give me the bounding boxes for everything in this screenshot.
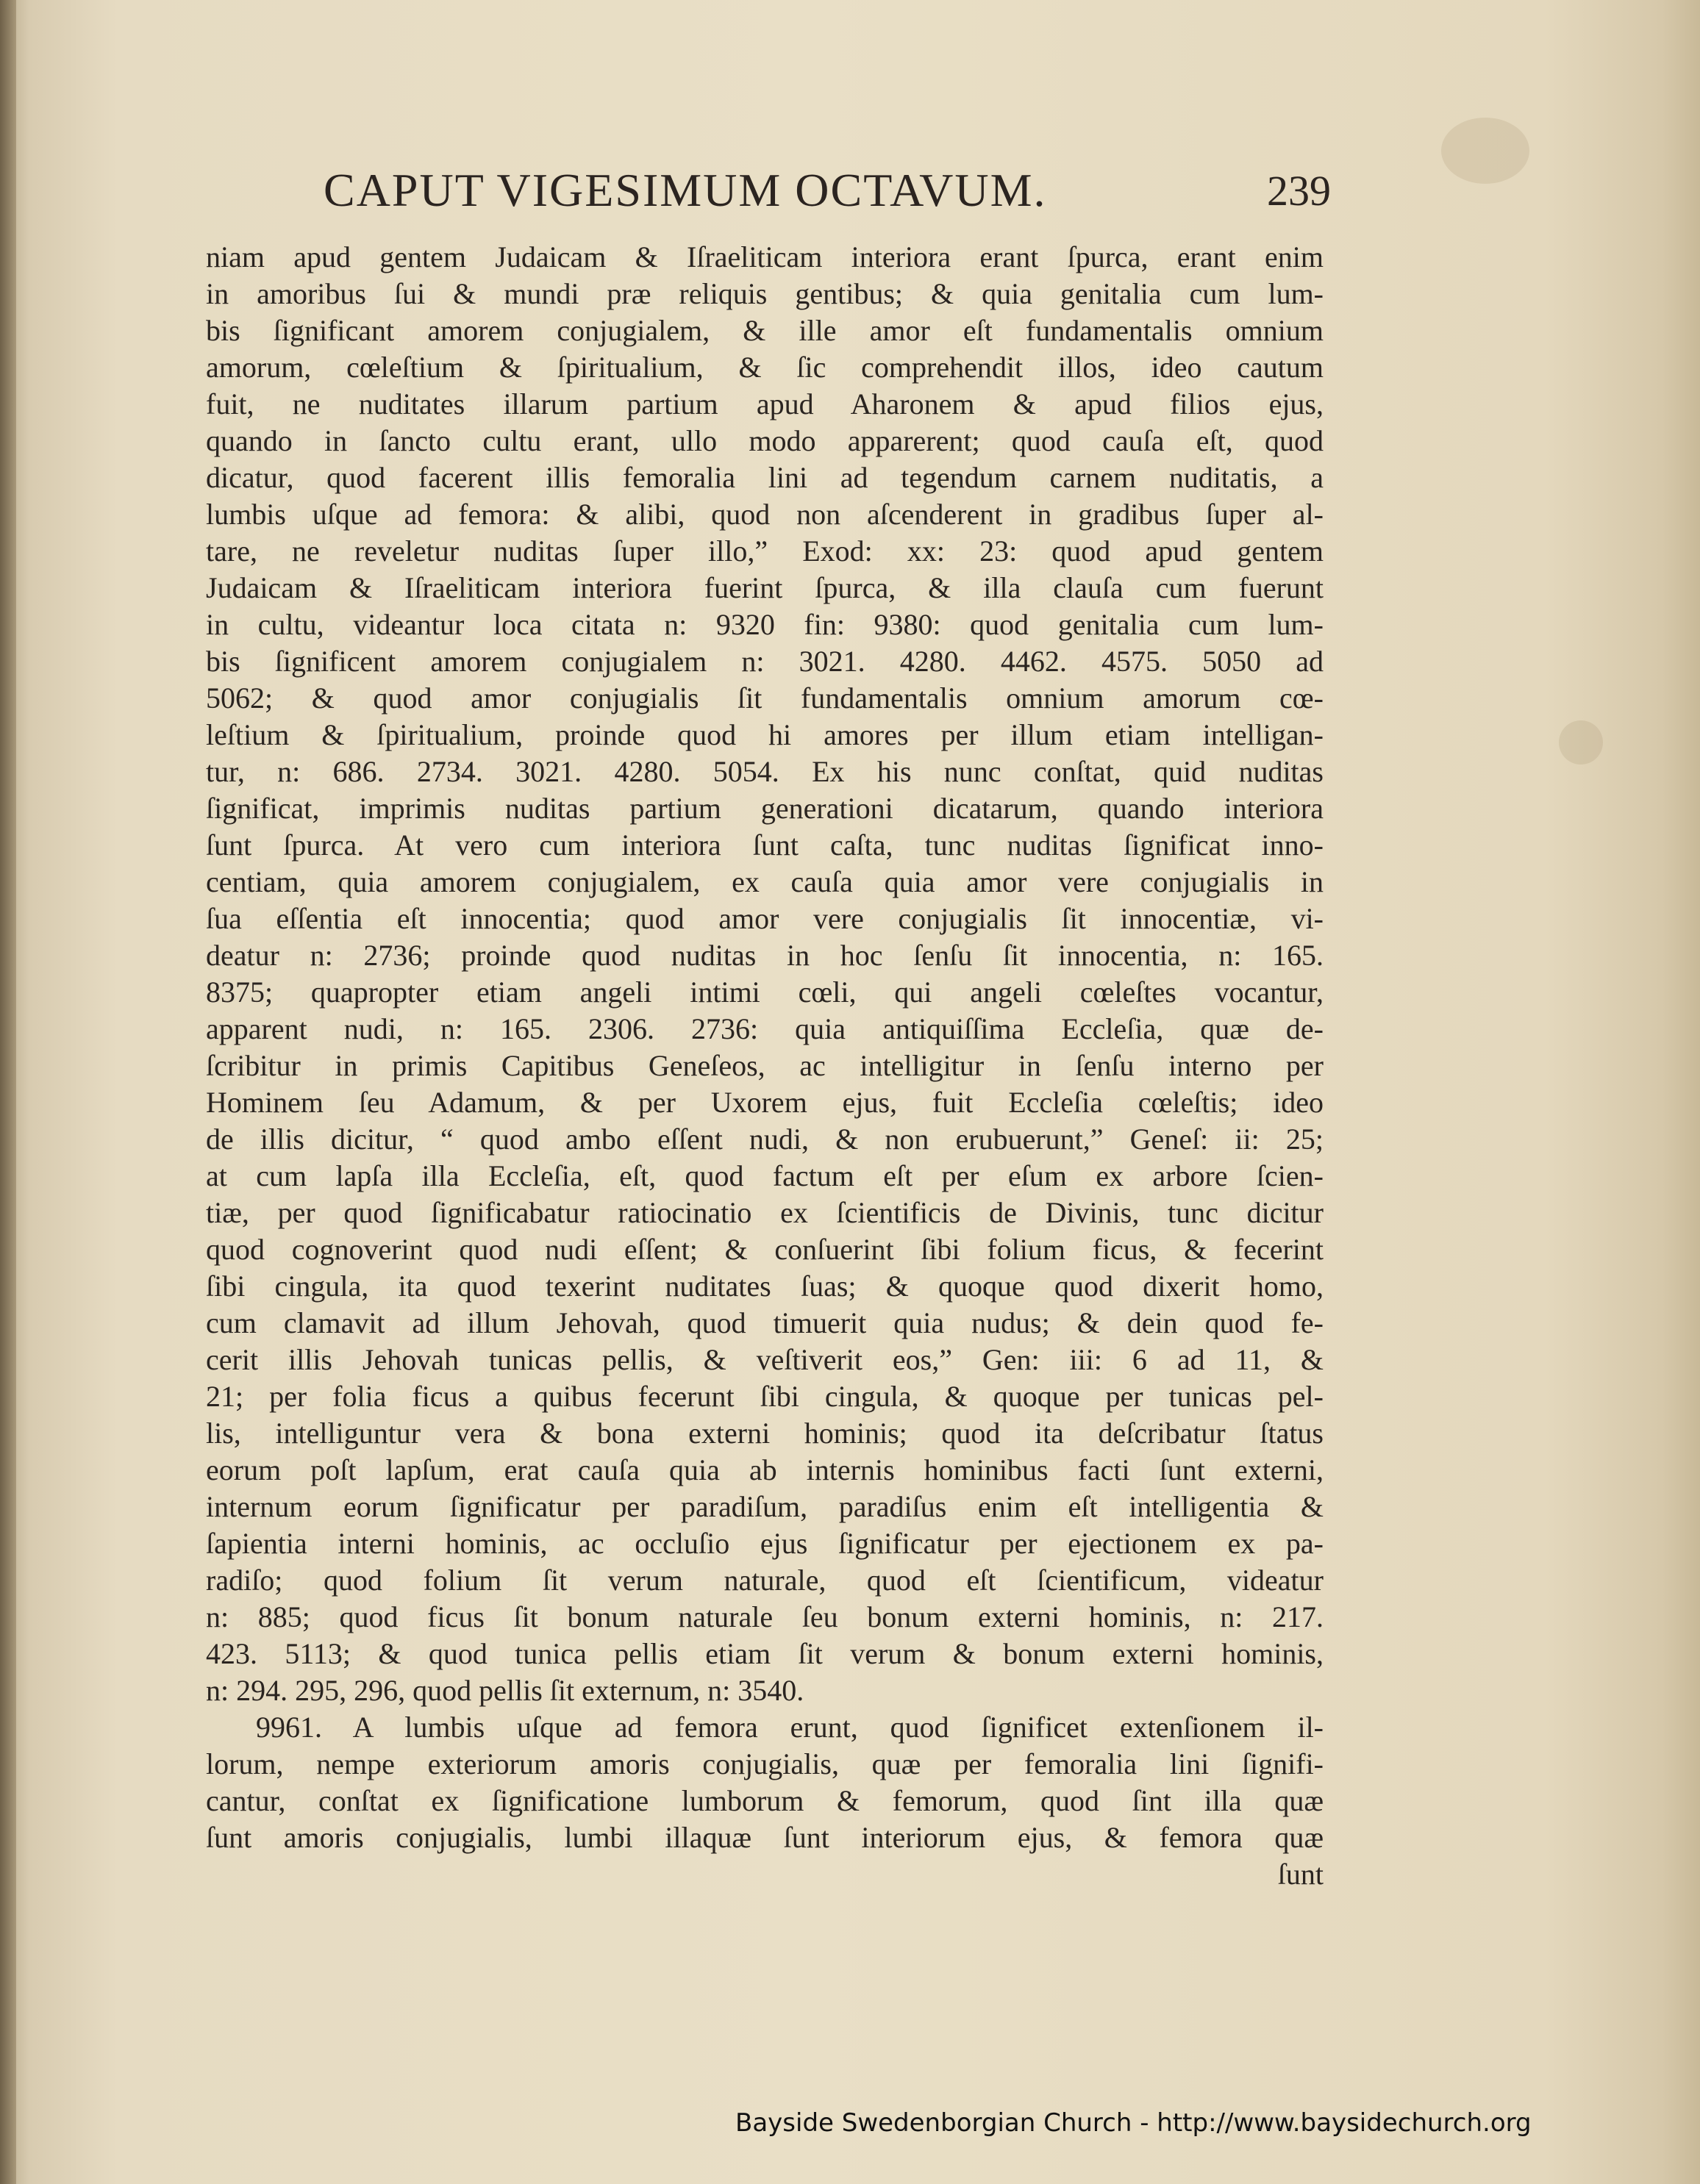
text-line: at cum lapſa illa Eccleſia, eſt, quod factum eſt per eſum ex arbore ſcien- xyxy=(206,1159,1324,1192)
text-line: ſcribitur in primis Capitibus Geneſeos, ac intelligitur in ſenſu interno per xyxy=(206,1049,1324,1082)
text-line: tur, n: 686. 2734. 3021. 4280. 5054. Ex his nunc conſtat, quid nuditas xyxy=(206,755,1324,788)
text-line: 21; per folia ficus a quibus fecerunt ſibi cingula, & quoque per tunicas pel- xyxy=(206,1380,1324,1413)
text-line: tiæ, per quod ſignificabatur ratiocinatio ex ſcientificis de Divinis, tunc dicitur xyxy=(206,1196,1324,1229)
text-line: cantur, conſtat ex ſignificatione lumborum & femorum, quod ſint illa quæ xyxy=(206,1784,1324,1817)
text-line: 423. 5113; & quod tunica pellis etiam ſit verum & bonum externi hominis, xyxy=(206,1637,1324,1670)
text-line: dicatur, quod facerent illis femoralia lini ad tegendum carnem nuditatis, a xyxy=(206,461,1324,494)
text-line: Judaicam & Iſraeliticam interiora fuerint ſpurca, & illa clauſa cum fuerunt xyxy=(206,571,1324,604)
page-number: 239 xyxy=(1267,167,1331,215)
text-line: n: 885; quod ficus ſit bonum naturale ſeu bonum externi hominis, n: 217. xyxy=(206,1600,1324,1633)
text-line: ſignificat, imprimis nuditas partium generationi dicatarum, quando interiora xyxy=(206,792,1324,825)
text-line: ſunt amoris conjugialis, lumbi illaquæ ſunt interiorum ejus, & femora quæ xyxy=(206,1821,1324,1854)
text-line: cerit illis Jehovah tunicas pellis, & veſtiverit eos,” Gen: iii: 6 ad 11, & xyxy=(206,1343,1324,1376)
text-line: niam apud gentem Judaicam & Iſraeliticam interiora erant ſpurca, erant enim xyxy=(206,240,1324,273)
text-line: quando in ſancto cultu erant, ullo modo apparerent; quod cauſa eſt, quod xyxy=(206,424,1324,457)
text-line: lumbis uſque ad femora: & alibi, quod non aſcenderent in gradibus ſuper al- xyxy=(206,498,1324,531)
text-line: lorum, nempe exteriorum amoris conjugialis, quæ per femoralia lini ſignifi- xyxy=(206,1747,1324,1780)
text-line: apparent nudi, n: 165. 2306. 2736: quia antiquiſſima Eccleſia, quæ de- xyxy=(206,1012,1324,1045)
page-gutter-shadow xyxy=(0,0,16,2184)
text-line: bis ſignificant amorem conjugialem, & ille amor eſt fundamentalis omnium xyxy=(206,314,1324,347)
paragraph-start-line: 9961. A lumbis uſque ad femora erunt, quod ſignificet extenſionem il- xyxy=(256,1711,1324,1744)
text-line: in cultu, videantur loca citata n: 9320 fin: 9380: quod genitalia cum lum- xyxy=(206,608,1324,641)
text-line: 5062; & quod amor conjugialis ſit fundamentalis omnium amorum cœ- xyxy=(206,681,1324,715)
text-line: ſua eſſentia eſt innocentia; quod amor vere conjugialis ſit innocentiæ, vi- xyxy=(206,902,1324,935)
paper-stain xyxy=(1441,118,1529,184)
page-header xyxy=(324,163,1331,222)
text-line: tare, ne reveletur nuditas ſuper illo,” Exod: xx: 23: quod apud gentem xyxy=(206,534,1324,568)
text-line: bis ſignificent amorem conjugialem n: 3021. 4280. 4462. 4575. 5050 ad xyxy=(206,645,1324,678)
text-line: 8375; quapropter etiam angeli intimi cœli, qui angeli cœleſtes vocantur, xyxy=(206,975,1324,1009)
text-line: ſibi cingula, ita quod texerint nuditates ſuas; & quoque quod dixerit homo, xyxy=(206,1270,1324,1303)
running-title: CAPUT VIGESIMUM OCTAVUM. xyxy=(324,164,1047,216)
text-line: in amoribus ſui & mundi præ reliquis gentibus; & quia genitalia cum lum- xyxy=(206,277,1324,310)
text-line: lis, intelliguntur vera & bona externi hominis; quod ita deſcribatur ſtatus xyxy=(206,1417,1324,1450)
paper-stain xyxy=(1559,720,1603,765)
text-line: radiſo; quod folium ſit verum naturale, quod eſt ſcientificum, videatur xyxy=(206,1564,1324,1597)
text-line: de illis dicitur, “ quod ambo eſſent nudi, & non erubuerunt,” Geneſ: ii: 25; xyxy=(206,1123,1324,1156)
body-text xyxy=(206,239,1324,1893)
text-line: ſunt ſpurca. At vero cum interiora ſunt caſta, tunc nuditas ſignificat inno- xyxy=(206,828,1324,862)
text-line: eorum poſt lapſum, erat cauſa quia ab internis hominibus facti ſunt externi, xyxy=(206,1453,1324,1486)
text-line: fuit, ne nuditates illarum partium apud Aharonem & apud filios ejus, xyxy=(206,387,1324,420)
website-watermark: Bayside Swedenborgian Church - http://www.baysidechurch.org xyxy=(735,2108,1532,2138)
text-line: n: 294. 295, 296, quod pellis ſit externum, n: 3540. xyxy=(206,1674,804,1707)
text-line: Hominem ſeu Adamum, & per Uxorem ejus, fuit Eccleſia cœleſtis; ideo xyxy=(206,1086,1324,1119)
text-line: leſtium & ſpiritualium, proinde quod hi amores per illum etiam intelligan- xyxy=(206,718,1324,751)
catchword: ſunt xyxy=(1277,1858,1324,1891)
text-line: deatur n: 2736; proinde quod nuditas in hoc ſenſu ſit innocentia, n: 165. xyxy=(206,939,1324,972)
text-line: ſapientia interni hominis, ac occluſio ejus ſignificatur per ejectionem ex pa- xyxy=(206,1527,1324,1560)
text-line: centiam, quia amorem conjugialem, ex cauſa quia amor vere conjugialis in xyxy=(206,865,1324,898)
text-line: quod cognoverint quod nudi eſſent; & conſuerint ſibi folium ficus, & fecerint xyxy=(206,1233,1324,1266)
text-line: internum eorum ſignificatur per paradiſum, paradiſus enim eſt intelligentia & xyxy=(206,1490,1324,1523)
text-line: amorum, cœleſtium & ſpiritualium, & ſic comprehendit illos, ideo cautum xyxy=(206,351,1324,384)
text-line: cum clamavit ad illum Jehovah, quod timuerit quia nudus; & dein quod fe- xyxy=(206,1306,1324,1339)
